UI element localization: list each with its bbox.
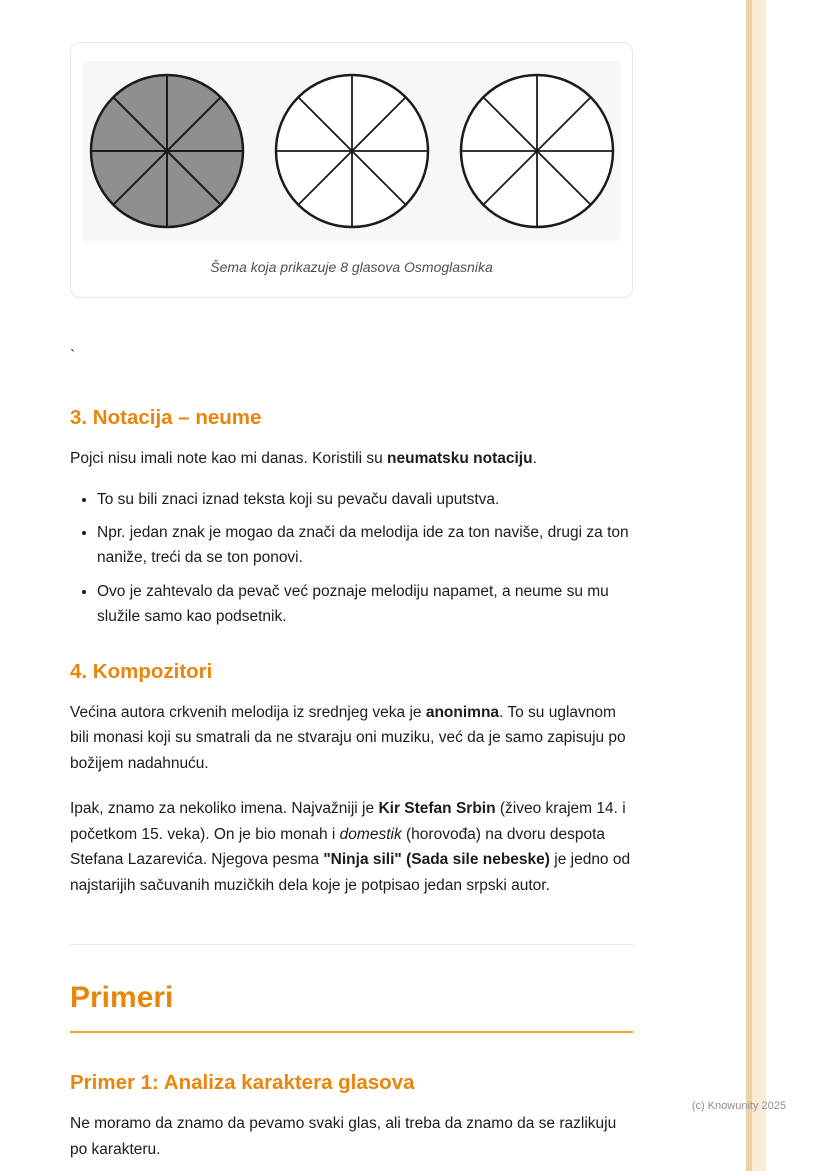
wheel-outline-1 <box>276 75 428 227</box>
kompozitori-paragraph-2: Ipak, znamo za nekoliko imena. Najvažniji je Kir Stefan Srbin (živeo krajem 14. i početkom 15. veka). On je bio monah i domestik (horovođa) na dvoru despota Stefana Lazarevića. Njegova pesma "Ninja sili" (Sada sile nebeske) je jedno od najstarijih sačuvanih muzičkih dela koje je potpisao jedan srpski autor. <box>70 800 631 894</box>
bullet-item: • To su bili znaci iznad teksta koji su pevaču davali uputstva. <box>97 488 633 513</box>
section-divider <box>70 944 633 945</box>
osmoglasnik-wheels-svg <box>82 66 622 236</box>
heading-primeri: Primeri <box>70 981 633 1033</box>
bullet-item: • Ovo je zahtevalo da pevač već poznaje melodiju napamet, a neume su mu služile samo kao podsetnik. <box>97 580 633 630</box>
document-content <box>70 0 633 1163</box>
heading-notacija: 3. Notacija – neume <box>70 406 262 429</box>
figure-card <box>70 42 633 298</box>
wheel-outline-2 <box>461 75 613 227</box>
watermark-knowunity: (c) Knowunity 2025 <box>691 1100 786 1112</box>
figure-caption: Šema koja prikazuje 8 glasova Osmoglasnika <box>210 259 493 275</box>
notacija-bullet-list <box>70 488 633 630</box>
heading-kompozitori: 4. Kompozitori <box>70 659 213 683</box>
heading-primer-1: Primer 1: Analiza karaktera glasova <box>70 1071 415 1095</box>
bullet-item: • Npr. jedan znak je mogao da znači da melodija ide za ton naviše, drugi za ton naniže, treći da se ton ponovi. <box>97 521 633 571</box>
osmoglasnik-diagram <box>82 61 621 241</box>
notacija-intro-paragraph: Pojci nisu imali note kao mi danas. Koristili su neumatsku notaciju. <box>70 450 537 467</box>
primer-1-paragraph: Ne moramo da znamo da pevamo svaki glas, ali treba da znamo da se razlikuju po karakteru. <box>70 1115 617 1159</box>
page-edge-stripe <box>746 0 766 1171</box>
stray-backtick: ` <box>70 348 76 365</box>
wheel-filled <box>91 75 243 227</box>
kompozitori-paragraph-1: Većina autora crkvenih melodija iz srednjeg veka je anonimna. To su uglavnom bili monasi koji su smatrali da ne stvaraju oni muziku, već da je samo zapisuju po božijem nadahnuću. <box>70 703 626 772</box>
